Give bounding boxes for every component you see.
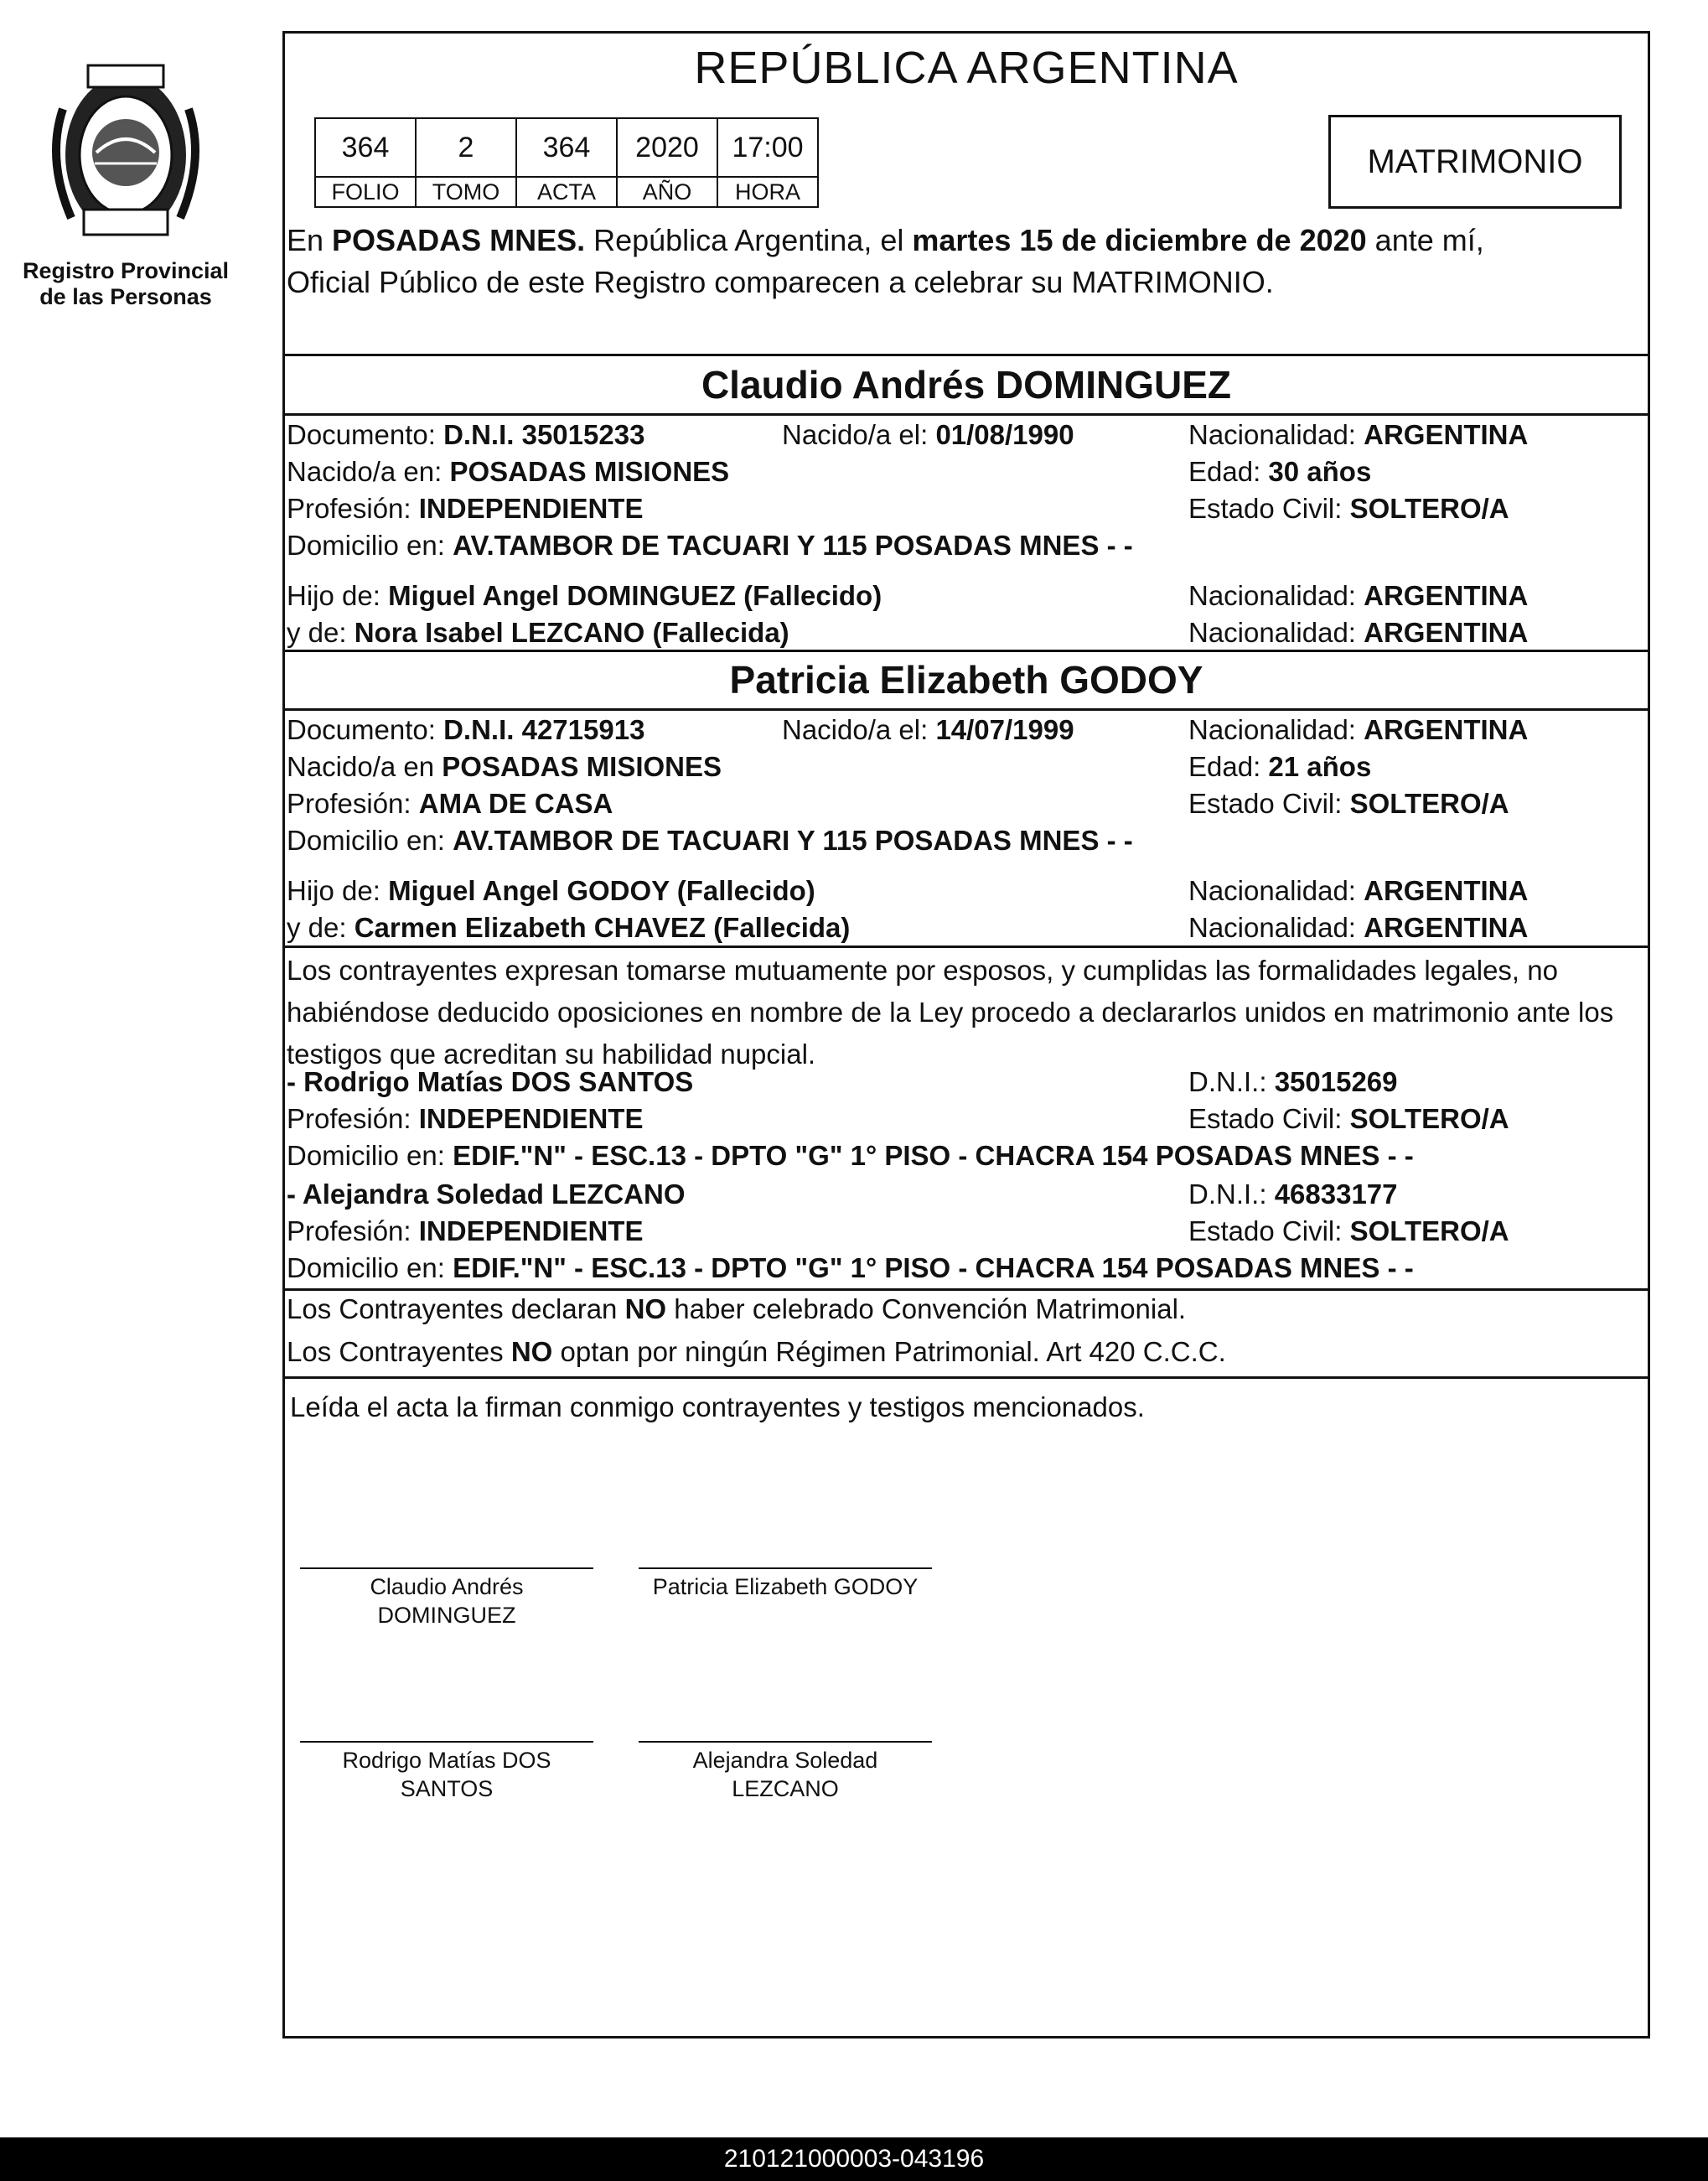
spouse1-nationality: Nacionalidad: ARGENTINA bbox=[1188, 419, 1529, 450]
spouse2-name: Patricia Elizabeth GODOY bbox=[729, 658, 1203, 702]
spouse1-father-nationality: Nacionalidad: ARGENTINA bbox=[1188, 580, 1529, 611]
folio-label: FOLIO bbox=[315, 177, 416, 207]
spouse2-nationality: Nacionalidad: ARGENTINA bbox=[1188, 714, 1529, 745]
witness2-address: Domicilio en: EDIF."N" - ESC.13 - DPTO "G" 1° PISO - CHACRA 154 POSADAS MNES - - bbox=[287, 1252, 1414, 1283]
witness1-address: Domicilio en: EDIF."N" - ESC.13 - DPTO "G" 1° PISO - CHACRA 154 POSADAS MNES - - bbox=[287, 1140, 1414, 1171]
intro-text: ante mí, bbox=[1366, 223, 1484, 257]
declaration-paragraph: Los contrayentes expresan tomarse mutuamente por esposos, y cumplidas las formalidades legales, no habiéndose deducido oposiciones en nombre de la Ley procedo a declararlos unidos en matrimonio ante los testigos que acreditan su habilidad nupcial. bbox=[287, 955, 1614, 1070]
spouse2-civil-status: Estado Civil: SOLTERO/A bbox=[1188, 788, 1509, 819]
acta-label: ACTA bbox=[516, 177, 617, 207]
seal-caption bbox=[17, 258, 235, 310]
tomo-value: 2 bbox=[416, 118, 516, 177]
spouse2-address: Domicilio en: AV.TAMBOR DE TACUARI Y 115 POSADAS MNES - - bbox=[287, 825, 1133, 856]
divider bbox=[282, 708, 1650, 711]
spouse1-age: Edad: 30 años bbox=[1188, 456, 1372, 487]
divider bbox=[282, 650, 1650, 652]
reference-table bbox=[314, 117, 819, 208]
spouse1-civil-status: Estado Civil: SOLTERO/A bbox=[1188, 493, 1509, 524]
signature-spouse1: Claudio Andrés DOMINGUEZ bbox=[370, 1574, 524, 1628]
acta-value: 364 bbox=[516, 118, 617, 177]
intro-place: POSADAS MNES. bbox=[332, 223, 586, 257]
intro-paragraph bbox=[287, 220, 1644, 303]
province-seal bbox=[38, 59, 214, 251]
anio-label: AÑO bbox=[617, 177, 717, 207]
spouse1-name: Claudio Andrés DOMINGUEZ bbox=[701, 363, 1232, 407]
spouse1-mother: y de: Nora Isabel LEZCANO (Fallecida) bbox=[287, 617, 789, 648]
spouse1-father: Hijo de: Miguel Angel DOMINGUEZ (Fallecido) bbox=[287, 580, 882, 611]
record-type-box: MATRIMONIO bbox=[1328, 115, 1622, 209]
witness2-civil-status: Estado Civil: SOLTERO/A bbox=[1188, 1215, 1509, 1246]
spouse2-age: Edad: 21 años bbox=[1188, 751, 1372, 782]
witness1-dni: D.N.I.: 35015269 bbox=[1188, 1066, 1398, 1097]
divider bbox=[282, 1288, 1650, 1291]
spouse1-profession: Profesión: INDEPENDIENTE bbox=[287, 493, 644, 524]
convention-line-2: Los Contrayentes NO optan por ningún Régimen Patrimonial. Art 420 C.C.C. bbox=[287, 1336, 1226, 1367]
witness2-profession: Profesión: INDEPENDIENTE bbox=[287, 1215, 644, 1246]
intro-text: República Argentina, el bbox=[585, 223, 913, 257]
spouse2-document: Documento: D.N.I. 42715913 bbox=[287, 714, 645, 745]
witness2-name: - Alejandra Soledad LEZCANO bbox=[287, 1179, 686, 1210]
hora-value: 17:00 bbox=[717, 118, 818, 177]
witness1-name: - Rodrigo Matías DOS SANTOS bbox=[287, 1066, 694, 1097]
signature-line bbox=[300, 1567, 593, 1569]
divider bbox=[282, 413, 1650, 416]
signature-witness2: Alejandra Soledad LEZCANO bbox=[692, 1748, 878, 1801]
spouse2-father-nationality: Nacionalidad: ARGENTINA bbox=[1188, 875, 1529, 906]
signature-witness1: Rodrigo Matías DOS SANTOS bbox=[342, 1748, 551, 1801]
caption-line: de las Personas bbox=[39, 284, 212, 309]
spouse1-document: Documento: D.N.I. 35015233 bbox=[287, 419, 645, 450]
tomo-label: TOMO bbox=[416, 177, 516, 207]
anio-value: 2020 bbox=[617, 118, 717, 177]
closing-text: Leída el acta la firman conmigo contrayentes y testigos mencionados. bbox=[290, 1391, 1145, 1422]
spouse2-mother: y de: Carmen Elizabeth CHAVEZ (Fallecida) bbox=[287, 912, 851, 943]
witness2-dni: D.N.I.: 46833177 bbox=[1188, 1179, 1398, 1210]
divider bbox=[282, 1376, 1650, 1379]
spouse1-address: Domicilio en: AV.TAMBOR DE TACUARI Y 115 POSADAS MNES - - bbox=[287, 530, 1133, 561]
intro-text: En bbox=[287, 223, 333, 257]
spouse2-profession: Profesión: AMA DE CASA bbox=[287, 788, 613, 819]
signature-line bbox=[639, 1567, 932, 1569]
convention-line-1: Los Contrayentes declaran NO haber celebrado Convención Matrimonial. bbox=[287, 1293, 1187, 1324]
signature-spouse2: Patricia Elizabeth GODOY bbox=[652, 1574, 919, 1599]
divider bbox=[282, 945, 1650, 948]
document-title: REPÚBLICA ARGENTINA bbox=[694, 43, 1239, 93]
folio-value: 364 bbox=[315, 118, 416, 177]
footer-code: 210121000003-043196 bbox=[0, 2137, 1708, 2181]
intro-line: Oficial Público de este Registro comparecen a celebrar su MATRIMONIO. bbox=[287, 265, 1274, 299]
spouse2-mother-nationality: Nacionalidad: ARGENTINA bbox=[1188, 912, 1529, 943]
signature-line bbox=[639, 1741, 932, 1743]
intro-date: martes 15 de diciembre de 2020 bbox=[912, 223, 1367, 257]
spouse2-born-on: Nacido/a el: 14/07/1999 bbox=[782, 714, 1074, 745]
witness1-civil-status: Estado Civil: SOLTERO/A bbox=[1188, 1103, 1509, 1134]
hora-label: HORA bbox=[717, 177, 818, 207]
signature-line bbox=[300, 1741, 593, 1743]
divider bbox=[282, 354, 1650, 356]
spouse2-born-in: Nacido/a en POSADAS MISIONES bbox=[287, 751, 722, 782]
spouse1-mother-nationality: Nacionalidad: ARGENTINA bbox=[1188, 617, 1529, 648]
caption-line: Registro Provincial bbox=[22, 258, 230, 283]
spouse1-born-on: Nacido/a el: 01/08/1990 bbox=[782, 419, 1074, 450]
spouse2-father: Hijo de: Miguel Angel GODOY (Fallecido) bbox=[287, 875, 815, 906]
spouse1-born-in: Nacido/a en: POSADAS MISIONES bbox=[287, 456, 730, 487]
witness1-profession: Profesión: INDEPENDIENTE bbox=[287, 1103, 644, 1134]
